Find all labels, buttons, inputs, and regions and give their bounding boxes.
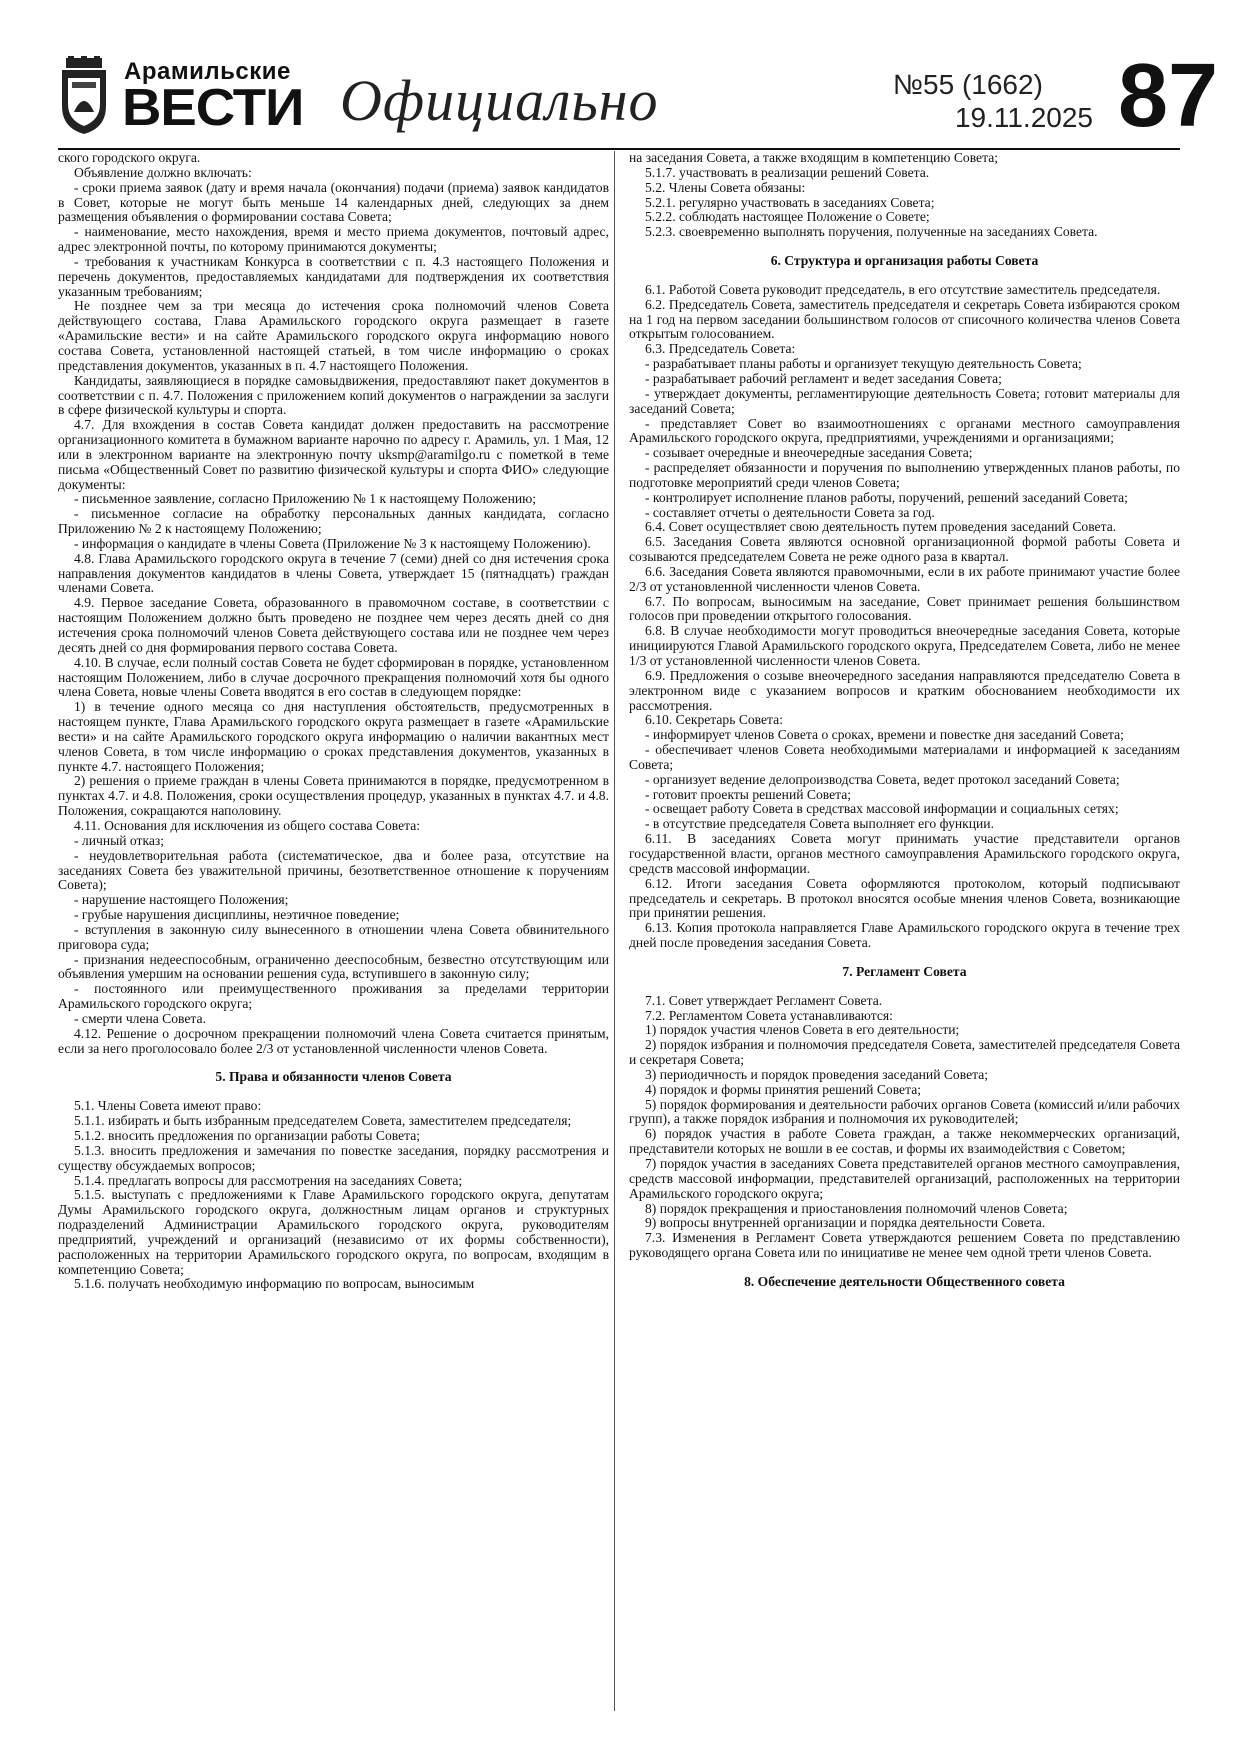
section-heading: 8. Обеспечение деятельности Общественного совета — [744, 1273, 1065, 1289]
paragraph: 5.2.1. регулярно участвовать в заседаниях Совета; — [645, 194, 935, 210]
paragraph: Объявление должно включать: — [74, 164, 252, 180]
paragraph: 4.11. Основания для исключения из общего состава Совета: — [74, 817, 421, 833]
paragraph: - представляет Совет во взаимоотношениях с органами местного самоуправления Арамильского городского округа, предприятиями, учреждениями и организациями; — [629, 415, 1180, 446]
section-heading: 7. Регламент Совета — [842, 963, 967, 979]
paragraph: - неудовлетворительная работа (систематическое, два и более раза, отсутствие на заседаниях Совета без уважительной причины, безответственное отношение к поручениям Совета); — [58, 847, 609, 893]
paragraph: 4.10. В случае, если полный состав Совета не будет сформирован в порядке, установленном настоящим Положением, либо в случае досрочного прекращения полномочий хотя бы одного члена Совета, новые члены Совета вводятся в его состав в следующем порядке: — [58, 654, 609, 700]
paragraph: 9) вопросы внутренней организации и порядка деятельности Совета. — [645, 1215, 1046, 1231]
issue-number: №55 (1662) — [893, 69, 1043, 100]
paragraph: 7.2. Регламентом Совета устанавливаются: — [645, 1007, 893, 1023]
paragraph: на заседания Совета, а также входящим в компетенцию Совета; — [629, 150, 999, 165]
paragraph: 5.1.3. вносить предложения и замечания по повестке заседания, порядку рассмотрения и существу обсуждаемых вопросов; — [58, 1142, 609, 1173]
paragraph: 5.1.2. вносить предложения по организации работы Совета; — [74, 1128, 421, 1143]
paragraph: 5.1. Члены Совета имеют право: — [74, 1098, 262, 1114]
issue-date: 19.11.2025 — [954, 102, 1093, 133]
paragraph: - созывает очередные и внеочередные заседания Совета; — [645, 445, 973, 461]
paragraph: - организует ведение делопроизводства Совета, ведет протокол заседаний Совета; — [645, 771, 1120, 787]
paragraph: ского городского округа. — [58, 150, 201, 165]
paragraph: 2) решения о приеме граждан в члены Совета принимаются в порядке, предусмотренном в пунктах 4.7. и 4.8. Положения, сроки осуществления процедур, указанных в пунктах 4.7. и 4.8. Положения, сокращаются наполовину. — [58, 773, 609, 819]
paragraph: 6.13. Копия протокола направляется Главе Арамильского городского округа в течение трех дней после проведения заседания Совета. — [629, 920, 1180, 951]
paragraph: 6.4. Совет осуществляет свою деятельность путем проведения заседаний Совета. — [645, 519, 1117, 535]
paragraph: - утверждает документы, регламентирующие деятельность Совета; готовит материалы для заседаний Совета; — [629, 385, 1180, 416]
paragraph: 4.9. Первое заседание Совета, образованного в правомочном составе, в соответствии с настоящим Положением должно быть проведено не позднее чем через десять дней со дня истечения срока полномочий членов Совета действующего состава или не позднее чем через десять дней со дня формирования первого состава Совета. — [58, 595, 609, 655]
section-heading: 6. Структура и организация работы Совета — [770, 253, 1039, 269]
paragraph: 5) порядок формирования и деятельности рабочих органов Совета (комиссий и/или рабочих групп), а также порядок избрания и полномочия их руководителей; — [629, 1096, 1180, 1127]
paragraph: - контролирует исполнение планов работы, поручений, решений заседаний Совета; — [645, 489, 1128, 505]
paragraph: - грубые нарушения дисциплины, неэтичное поведение; — [74, 907, 400, 923]
paragraph: - в отсутствие председателя Совета выполняет его функции. — [645, 816, 994, 832]
paragraph: - письменное заявление, согласно Приложению № 1 к настоящему Положению; — [74, 491, 537, 507]
paragraph: 5.1.6. получать необходимую информацию по вопросам, выносимым — [74, 1276, 475, 1292]
paragraph: 5.1.1. избирать и быть избранным председателем Совета, заместителем председателя; — [74, 1113, 572, 1129]
newspaper-name-top: Арамильские — [124, 58, 291, 85]
header-rule — [58, 148, 1180, 150]
paragraph: 6.1. Работой Совета руководит председатель, в его отсутствие заместитель председателя. — [645, 281, 1161, 297]
paragraph: 6.9. Предложения о созыве внеочередного заседания направляются председателю Совета в электронном виде с указанием вопросов и кратким обоснованием необходимости их рассмотрения. — [629, 667, 1180, 713]
section-heading: 5. Права и обязанности членов Совета — [215, 1069, 452, 1085]
paragraph: 6.7. По вопросам, выносимым на заседание, Совет принимает решения большинством голосов при проведении открытого голосования. — [629, 593, 1180, 624]
page-number: 87 — [1118, 46, 1219, 146]
column-divider — [614, 151, 615, 1711]
paragraph: 6.10. Секретарь Совета: — [645, 712, 783, 728]
paragraph: - готовит проекты решений Совета; — [645, 786, 852, 802]
paragraph: - личный отказ; — [74, 832, 165, 848]
left-column — [58, 151, 609, 1292]
paragraph: 6.8. В случае необходимости могут проводиться внеочередные заседания Совета, которые инициируются Главой Арамильского городского округа, Председателем Совета, либо не менее 1/3 от установленной численности членов Совета. — [629, 623, 1180, 668]
issue-info — [873, 68, 1093, 134]
paragraph: 8) порядок прекращения и приостановления полномочий членов Совета; — [645, 1200, 1068, 1216]
paragraph: - письменное согласие на обработку персональных данных кандидата, согласно Приложению № 2 к настоящему Положению; — [58, 506, 609, 537]
paragraph: - освещает работу Совета в средствах массовой информации и социальных сетях; — [645, 801, 1119, 817]
paragraph: 5.2. Члены Совета обязаны: — [645, 179, 806, 195]
paragraph: 6.2. Председатель Совета, заместитель председателя и секретарь Совета избираются сроком на 1 год на первом заседании большинством голосов от списочного количества членов Совета открытым голосованием. — [629, 296, 1180, 342]
paragraph: 6) порядок участия в работе Совета граждан, а также некоммерческих организаций, представители которых не вошли в ее состав, и формы их взаимодействия с Советом; — [629, 1126, 1180, 1157]
paragraph: - нарушение настоящего Положения; — [74, 892, 289, 908]
paragraph: - распределяет обязанности и поручения по выполнению утвержденных планов работы, по подготовке мероприятий среди членов Совета; — [629, 460, 1180, 490]
paragraph: - разрабатывает планы работы и организует текущую деятельность Совета; — [645, 356, 1082, 372]
paragraph: 6.12. Итоги заседания Совета оформляются протоколом, который подписывают председатель и секретарь. В протокол вносятся особые мнения членов Совета, возникающие при принятии решения. — [629, 875, 1180, 921]
paragraph: - сроки приема заявок (дату и время начала (окончания) подачи (приема) заявок кандидатов в Совет, которые не могут быть меньше 14 календарных дней, следующих за днем размещения объявления о формировании состава Совета; — [58, 179, 609, 225]
paragraph: - смерти члена Совета. — [74, 1010, 206, 1026]
paragraph: - постоянного или преимущественного проживания за пределами территории Арамильского городского округа; — [58, 981, 609, 1012]
paragraph: 5.1.5. выступать с предложениями к Главе Арамильского городского округа, депутатам Думы Арамильского городского округа, должностным лицам органов и структурных подразделений Администрации Арамильского городского округа, руководителям предприятий, учреждений и организаций (независимо от их формы собственности), расположенных на территории Арамильского городского округа, по вопросам, входящим в компетенцию Совета; — [58, 1187, 609, 1277]
paragraph: - признания недееспособным, ограниченно дееспособным, безвестно отсутствующим или объявления умершим на основании решения суда, вступившего в законную силу; — [58, 951, 609, 982]
newspaper-name-main: ВЕСТИ — [122, 79, 304, 137]
paragraph: 7.3. Изменения в Регламент Совета утверждаются решением Совета по представлению руководящего органа Совета или по инициативе не менее чем одной трети членов Совета. — [629, 1230, 1180, 1261]
paragraph: Не позднее чем за три месяца до истечения срока полномочий членов Совета действующего состава, Глава Арамильского городского округа размещает в газете «Арамильские вести» и на сайте Арамильского городского округа информацию нового состава Совета, установленной настоящей статьей, в том числе информацию о сроках представления документов, указанных в п. 4.7 настоящего Положения. — [58, 298, 609, 373]
paragraph: 1) порядок участия членов Совета в его деятельности; — [645, 1022, 960, 1038]
paragraph: 4.7. Для вхождения в состав Совета кандидат должен предоставить на рассмотрение организационного комитета в бумажном варианте нарочно по адресу г. Арамиль, ул. 1 Мая, 12 или в электронном варианте на электронную почту uksmp@aramilgo.ru с пометкой в теме письма «Общественный Совет по развитию физической культуры и спорта ФИО» следующие документы: — [58, 417, 609, 492]
paragraph: - информирует членов Совета о сроках, времени и повестке дня заседаний Совета; — [645, 727, 1124, 743]
paragraph: 6.3. Председатель Совета: — [645, 341, 796, 357]
paragraph: 5.1.4. предлагать вопросы для рассмотрения на заседаниях Совета; — [74, 1172, 463, 1188]
paragraph: - обеспечивает членов Совета необходимыми материалами и информацией к заседаниям Совета; — [629, 742, 1180, 772]
paragraph: 6.5. Заседания Совета являются основной организационной формой работы Совета и созываются председателем Совета не реже одного раза в квартал. — [629, 534, 1180, 565]
city-coat-of-arms-icon — [58, 56, 110, 136]
paragraph: 6.6. Заседания Совета являются правомочными, если в их работе принимают участие более 2/3 от установленной численности членов Совета. — [629, 563, 1180, 594]
paragraph: - наименование, место нахождения, время и место приема документов, почтовый адрес, адрес электронной почты, по которому принимаются документы; — [58, 224, 609, 255]
paragraph: - информация о кандидате в члены Совета (Приложение № 3 к настоящему Положению). — [74, 535, 591, 551]
paragraph: 5.1.7. участвовать в реализации решений Совета. — [645, 164, 930, 180]
right-column — [629, 151, 1180, 1304]
paragraph: - разрабатывает рабочий регламент и ведет заседания Совета; — [645, 370, 1002, 386]
paragraph: 4.8. Глава Арамильского городского округа в течение 7 (семи) дней со дня истечения срока направления документов кандидатов в члены Совета, утверждает 15 (пятнадцать) граждан членами Совета. — [58, 550, 609, 596]
section-title: Официально — [340, 68, 659, 133]
paragraph: 6.11. В заседаниях Совета могут принимать участие представители органов государственной власти, органов местного самоуправления Арамильского городского округа, средств массовой информации. — [629, 831, 1180, 876]
paragraph: - требования к участникам Конкурса в соответствии с п. 4.3 настоящего Положения и перечень документов, предоставляемых кандидатами для подтверждения их соответствия указанным требованиям; — [58, 253, 609, 299]
paragraph: 2) порядок избрания и полномочия председателя Совета, заместителей председателя Совета и секретаря Совета; — [629, 1037, 1180, 1068]
paragraph: Кандидаты, заявляющиеся в порядке самовыдвижения, предоставляют пакет документов в соответствии с п. 4.7. Положения с приложением копий документов о награждении за заслуги в сфере физической культуры и спорта. — [58, 372, 609, 418]
paragraph: - составляет отчеты о деятельности Совета за год. — [645, 504, 935, 520]
paragraph: 7.1. Совет утверждает Регламент Совета. — [645, 992, 883, 1008]
paragraph: 5.2.2. соблюдать настоящее Положение о Совете; — [645, 209, 930, 225]
paragraph: 3) периодичность и порядок проведения заседаний Совета; — [645, 1066, 989, 1082]
masthead — [58, 46, 1219, 150]
paragraph: 4) порядок и формы принятия решений Совета; — [645, 1081, 922, 1097]
paragraph: - вступления в законную силу вынесенного в отношении члена Совета обвинительного приговора суда; — [58, 921, 609, 952]
paragraph: 1) в течение одного месяца со дня наступления обстоятельств, предусмотренных в настоящем пункте, Глава Арамильского городского округа размещает в газете «Арамильские вести» и на сайте Арамильского городского округа информацию о наличии вакантных мест членов Совета, в том числе информацию о сроках представления документов, указанных в пункте 4.7. настоящего Положения; — [58, 699, 609, 774]
paragraph: 5.2.3. своевременно выполнять поручения, полученные на заседаниях Совета. — [645, 224, 1098, 240]
paragraph: 4.12. Решение о досрочном прекращении полномочий члена Совета считается принятым, если за него проголосовало более 2/3 от установленной численности членов Совета. — [58, 1025, 609, 1056]
paragraph: 7) порядок участия в заседаниях Совета представителей органов местного самоуправления, средств массовой информации, представителей организаций, расположенных на территории Арамильского городского округа; — [629, 1156, 1180, 1201]
